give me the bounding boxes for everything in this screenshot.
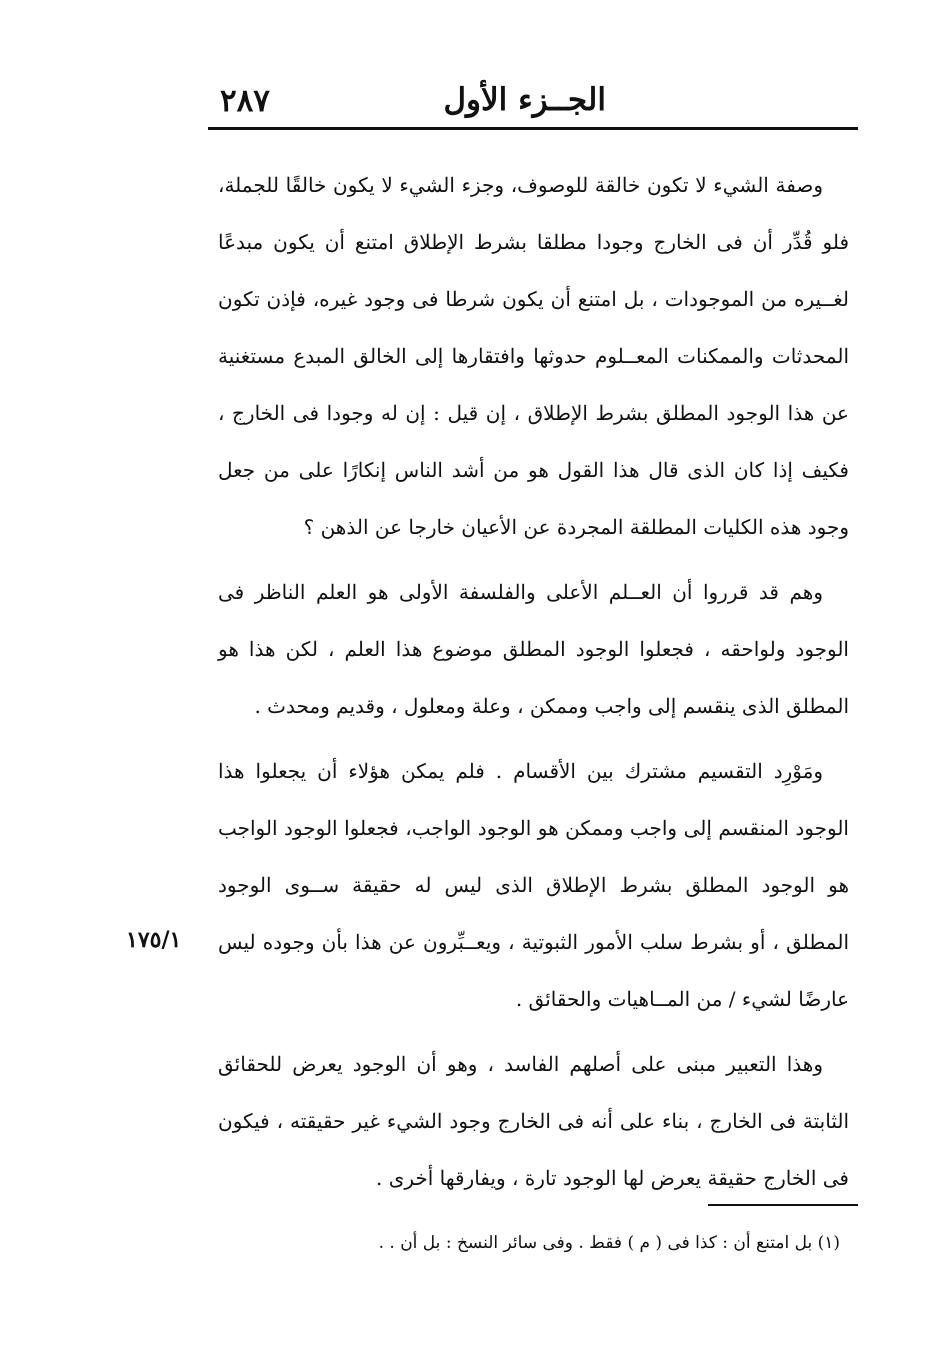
header-divider bbox=[208, 127, 858, 130]
paragraph-1: وصفة الشيء لا تكون خالقة للوصوف، وجزء الشيء لا يكون خالقًا للجملة، فلو قُدِّر أن فى الخارج وجودا مطلقا بشرط الإطلاق امتنع أن يكون مبدعًا لغــيره من الموجودات ، بل امتنع أن يكون شرطا فى وجود غيره، فإذن تكون المحدثات والممكنات المعــلوم حدوثها وافتقارها إلى الخالق المبدع مستغنية عن هذا الوجود المطلق بشرط الإطلاق ، إن قيل : إن له وجودا فى الخارج ، فكيف إذا كان الذى قال هذا القول هو من أشد الناس إنكارًا على من جعل وجود هذه الكليات المطلقة المجردة عن الأعيان خارجا عن الذهن ؟ bbox=[218, 173, 849, 539]
main-text bbox=[218, 157, 849, 1207]
page-title: الجــزء الأول bbox=[443, 82, 606, 118]
page-header bbox=[208, 78, 858, 126]
margin-reference: ١٧٥/١ bbox=[126, 927, 182, 953]
page-number: ٢٨٧ bbox=[220, 83, 270, 119]
paragraph-3: ومَوْرِد التقسيم مشترك بين الأقسام . فلم يمكن هؤلاء أن يجعلوا هذا الوجود المنقسم إلى واجب وممكن هو الوجود الواجب، فجعلوا الوجود الواجب هو الوجود المطلق بشرط الإطلاق الذى ليس له حقيقة ســوى الوجود المطلق ، أو بشرط سلب الأمور الثبوتية ، ويعــبِّرون عن هذا بأن وجوده ليس عارضًا لشيء / من المــاهيات والحقائق . bbox=[218, 759, 849, 1011]
paragraph-2: وهم قد قرروا أن العــلم الأعلى والفلسفة الأولى هو العلم الناظر فى الوجود ولواحقه ، فجعلوا الوجود المطلق موضوع هذا العلم ، لكن هذا هو المطلق الذى ينقسم إلى واجب وممكن ، وعلة ومعلول ، وقديم ومحدث . bbox=[218, 580, 849, 718]
paragraph-4: وهذا التعبير مبنى على أصلهم الفاسد ، وهو أن الوجود يعرض للحقائق الثابتة فى الخارج ، بناء على أنه فى الخارج وجود الشيء غير حقيقته ، فيكون فى الخارج حقيقة يعرض لها الوجود تارة ، ويفارقها أخرى . bbox=[218, 1052, 849, 1190]
footnote: (١) بل امتنع أن : كذا فى ( م ) فقط . وفى سائر النسخ : بل أن . . bbox=[378, 1233, 840, 1253]
footnote-divider bbox=[708, 1204, 858, 1206]
